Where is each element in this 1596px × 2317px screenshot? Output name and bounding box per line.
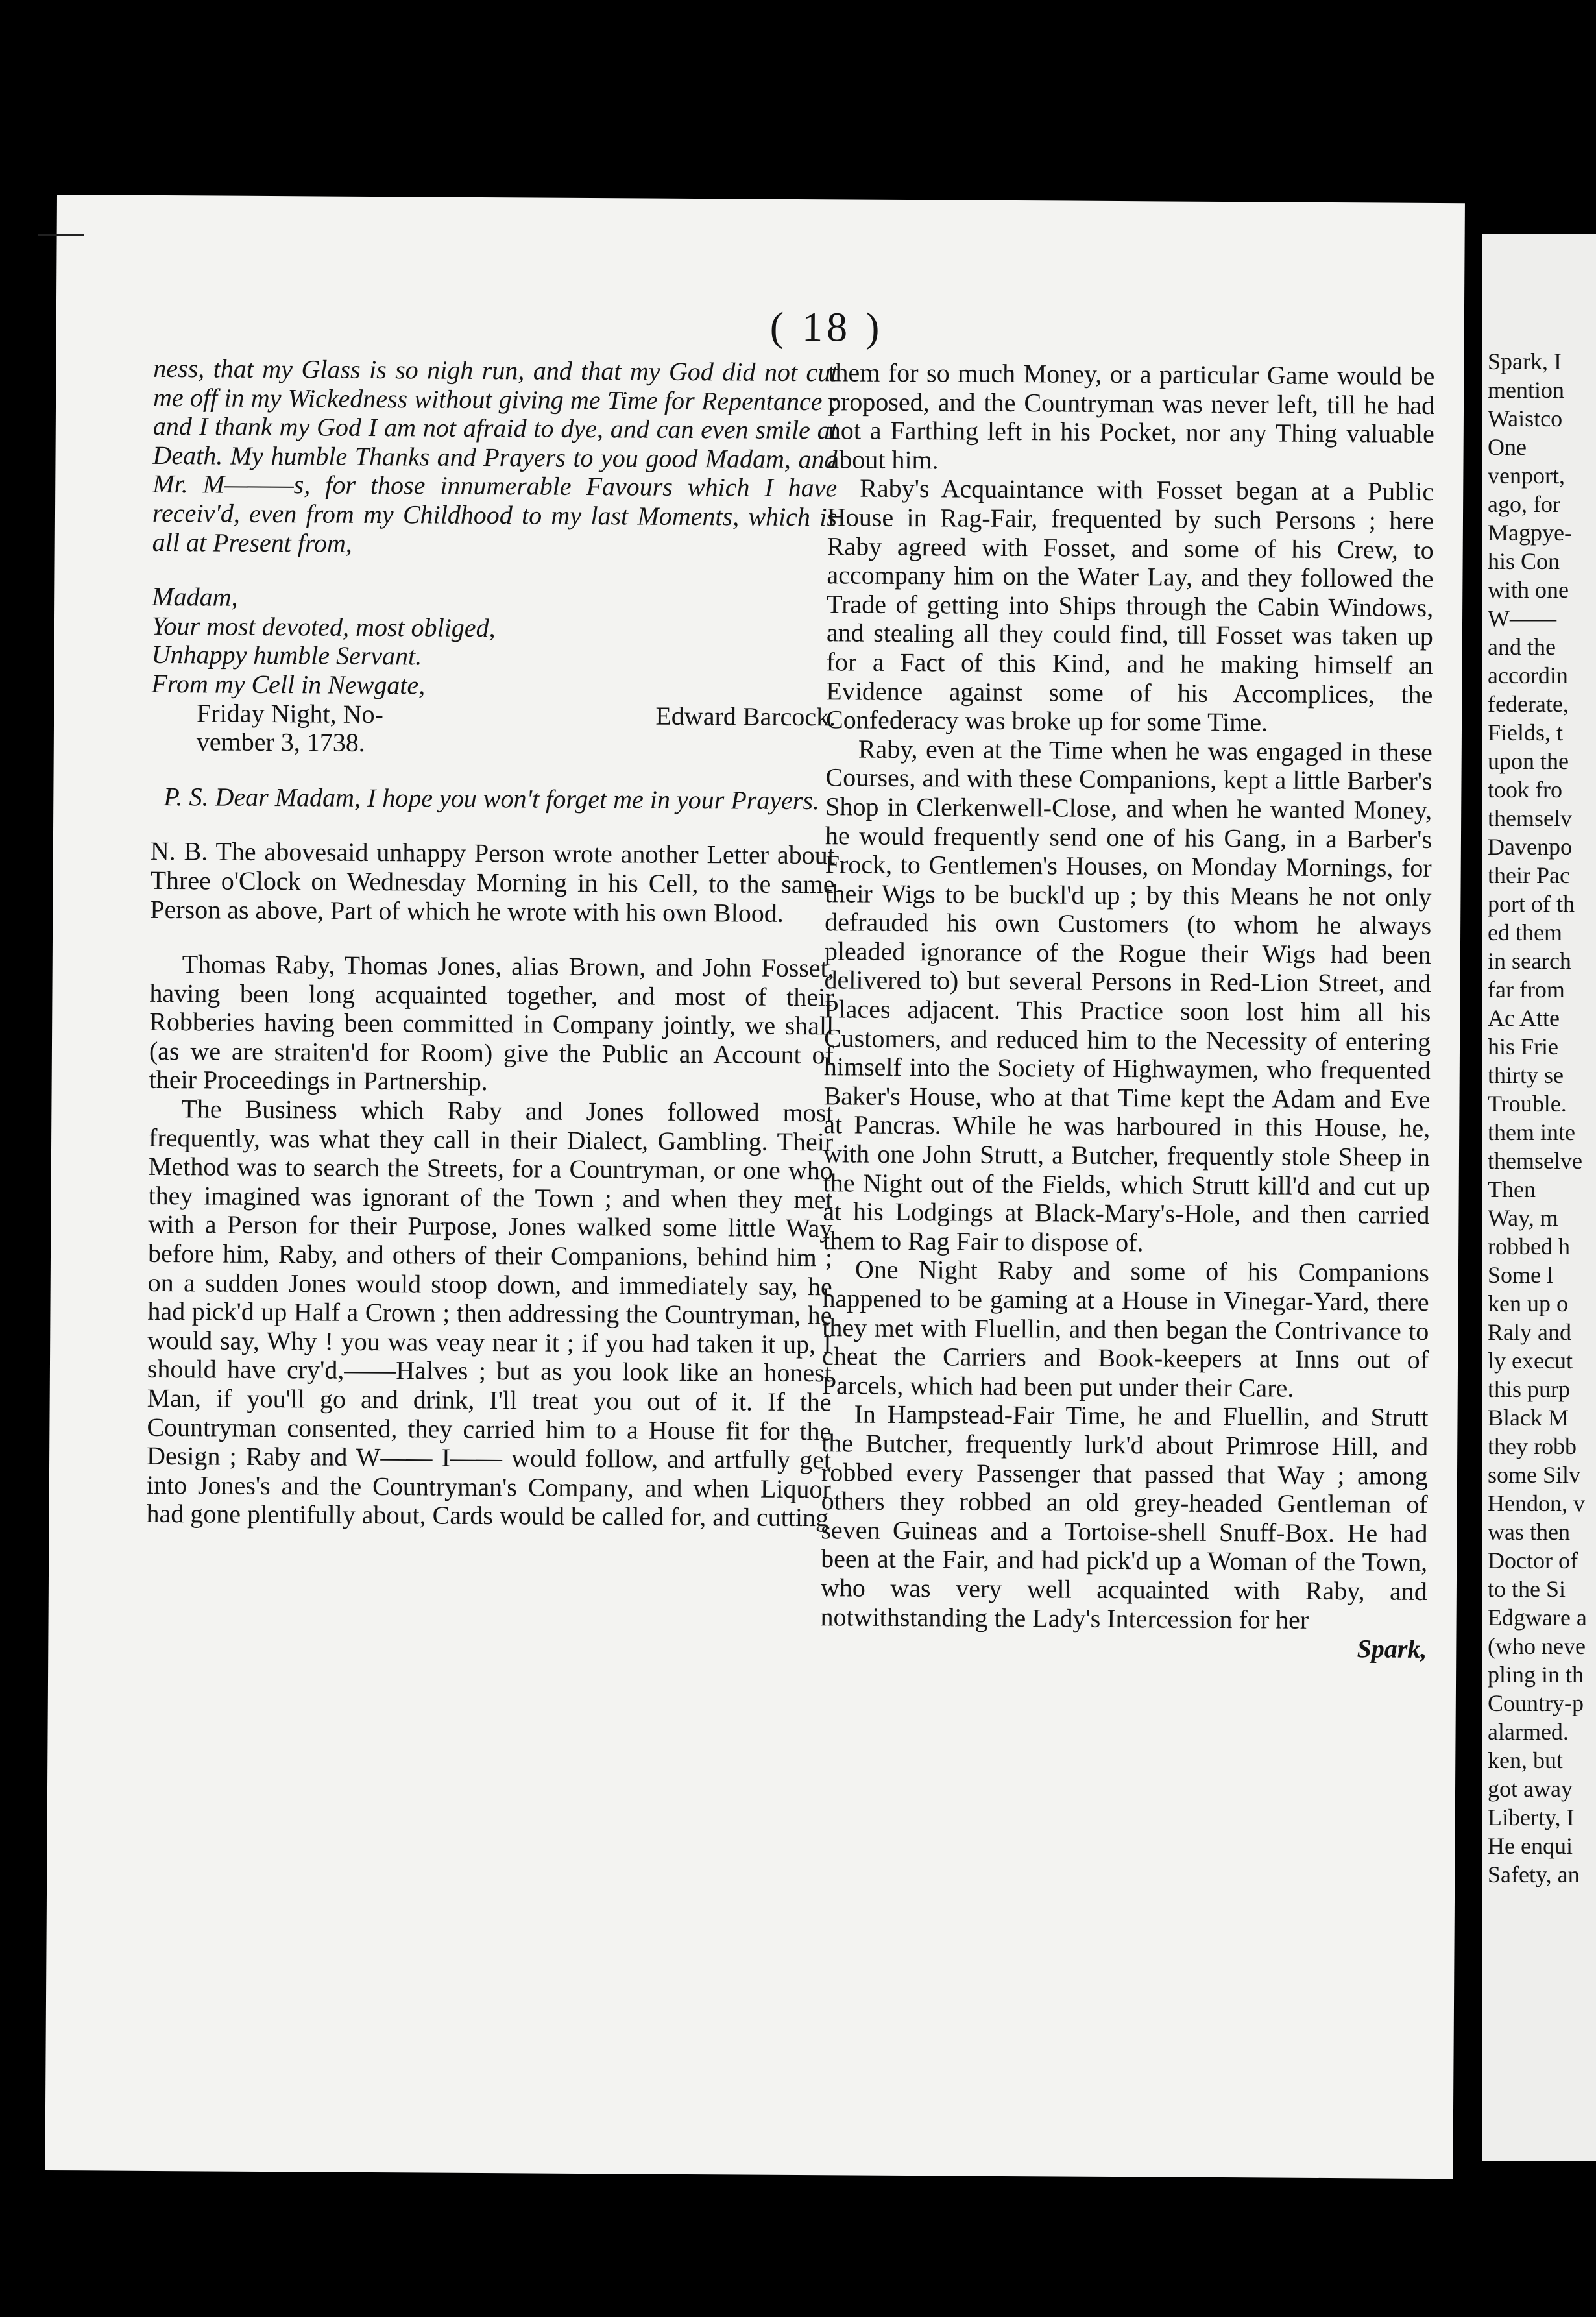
catchword: Spark, xyxy=(1357,1634,1427,1664)
next-page-line: Way, m xyxy=(1488,1205,1558,1231)
signer-name: Edward Barcock. xyxy=(655,701,836,731)
next-page-line: Safety, an xyxy=(1488,1862,1580,1887)
next-page-line: Edgware a xyxy=(1488,1605,1587,1631)
nota-bene: N. B. The abovesaid unhappy Person wrote another Letter about Three o'Clock on Wednesday Morning in his Cell, to the same Person as above, Part of which he wrote with his own Blood. xyxy=(150,836,835,928)
next-page-line: Hendon, v xyxy=(1488,1490,1585,1516)
next-page-line: themselve xyxy=(1488,1148,1582,1174)
closing-line-2: Unhappy humble Servant. xyxy=(151,640,422,671)
spacer xyxy=(152,557,836,587)
next-page-line: them inte xyxy=(1488,1119,1575,1145)
postscript: P. S. Dear Madam, I hope you won't forget me in your Prayers. xyxy=(163,781,820,815)
next-page-line: with one xyxy=(1488,577,1569,603)
next-page-line: was then xyxy=(1488,1519,1570,1545)
next-page-line: Trouble. xyxy=(1488,1091,1567,1117)
next-page-line: his Con xyxy=(1488,548,1560,574)
next-page-line: ken up o xyxy=(1488,1291,1568,1316)
next-page-line: alarmed. xyxy=(1488,1719,1569,1745)
paragraph: The Business which Raby and Jones followed most frequently, was what they call in their Dialect, Gambling. Their Method was to search the Streets, for a Countryman, or one who they imagined was ignorant of the Town ; and when they met with a Person for their Purpose, Jones walked some little Way before him, Raby, and others of their Companions, behind him ; on a sudden Jones would stoop down, and immediately say, he had pick'd up Half a Crown ; then addressing the Countryman, he would say, Why ! you was veay near it ; if you had taken it up, I should have cry'd,——Halves ; but as you look like an honest Man, if you'll go and drink, I'll treat you out of it. If the Countryman consented, they carried him to a House fit for the Design ; Raby and W—— I—— would follow, and artfully get into Jones's and the Countryman's Company, and when Liquor had gone plentifully about, Cards would be called for, and cutting xyxy=(146,1094,834,1533)
paragraph: Thomas Raby, Thomas Jones, alias Brown, and John Fosset, having been long acquainted together, and most of their Robberies having been committed in Company jointly, we shall (as we are straiten'd for Room) give the Public an Account of their Proceedings in Partnership. xyxy=(149,949,834,1097)
next-page-line: their Pac xyxy=(1488,862,1570,888)
paragraph: Raby, even at the Time when he was engaged in these Courses, and with these Companions, kept a little Barber's Shop in Clerkenwell-Close, and when he wanted Money, he would frequently send one of his Gang, in a Barber's Frock, to Gentlemen's Houses, on Monday Mornings, for their Wigs to be buckl'd up ; by this Means he not only defrauded his own Customers (to whom he always pleaded ignorance of the Rogue their Wigs had been delivered to) but several Persons in Red-Lion Street, and Places adjacent. This Practice soon lost him all his Customers, and reduced him to the Necessity of entering himself into the Society of Highwaymen, who frequented Baker's House, who at that Time kept the Adam and Eve at Pancras. While he was harboured in this House, he, with one John Strutt, a Butcher, frequently stole Sheep in the Night out of the Fields, which Strutt kill'd and cut up at his Lodgings at Black-Mary's-Hole, and then carried them to Rag Fair to dispose of. xyxy=(823,734,1433,1257)
next-page-fragments xyxy=(1482,234,1596,1889)
next-page-line: venport, xyxy=(1488,463,1565,489)
next-page-line: Doctor of xyxy=(1488,1547,1578,1573)
next-page-line: Some l xyxy=(1488,1262,1554,1288)
next-page-line: far from xyxy=(1488,977,1565,1002)
next-page-line: W—— xyxy=(1488,605,1556,631)
next-page-line: in search xyxy=(1488,948,1571,974)
next-page-line: Spark, I xyxy=(1488,348,1562,374)
book-page xyxy=(45,195,1465,2179)
date-signature-row xyxy=(151,698,836,731)
next-page-line: this purp xyxy=(1488,1376,1571,1402)
from-line: From my Cell in Newgate, xyxy=(151,668,426,700)
salutation: Madam, xyxy=(152,582,238,612)
next-page-line: ed them xyxy=(1488,919,1562,945)
next-page-line: Liberty, I xyxy=(1488,1804,1575,1830)
next-page-line: upon the xyxy=(1488,748,1569,774)
margin-mark xyxy=(38,234,84,236)
next-page-line: ly execut xyxy=(1488,1348,1573,1374)
closing-line-1: Your most devoted, most obliged, xyxy=(151,611,496,642)
next-page-line: accordin xyxy=(1488,662,1568,688)
paragraph: In Hampstead-Fair Time, he and Fluellin, and Strutt the Butcher, frequently lurk'd about Primrose Hill, and robbed every Passenger that passed that Way ; among others they robbed an old grey-headed Gentleman of seven Guineas and a Tortoise-shell Snuff-Box. He had been at the Fair, and had pick'd up a Woman of the Town, who was very well acquainted with Raby, and notwithstanding the Lady's Intercession for her xyxy=(820,1399,1429,1634)
next-page-line: ago, for xyxy=(1488,491,1560,517)
next-page-line: robbed h xyxy=(1488,1233,1570,1259)
next-page-line: ken, but xyxy=(1488,1747,1563,1773)
next-page-line: port of th xyxy=(1488,891,1575,917)
next-page-line: Magpye- xyxy=(1488,520,1572,546)
next-page-line: Black M xyxy=(1488,1405,1569,1431)
page-number: ( 18 ) xyxy=(769,303,884,350)
next-page-line: they robb xyxy=(1488,1433,1577,1459)
paragraph: Raby's Acquaintance with Fosset began at a Public House in Rag-Fair, frequented by such Persons ; here Raby agreed with Fosset, and some of his Crew, to accompany him on the Water Lay, and they followed the Trade of getting into Ships through the Cabin Windows, and stealing all they could find, till Fosset was taken up for a Fact of this Kind, and he making himself an Evidence against some of his Accomplices, the Confederacy was broke up for some Time. xyxy=(825,473,1434,737)
next-page-line: Fields, t xyxy=(1488,720,1564,746)
next-page-line: One xyxy=(1488,434,1527,460)
paragraph: One Night Raby and some of his Companions happened to be gaming at a House in Vinegar-Yard, there they met with Fluellin, and then began the Contrivance to cheat the Carriers and Book-keepers at Inns out of Parcels, which had been put under their Care. xyxy=(821,1254,1430,1403)
next-page-line: Davenpo xyxy=(1488,834,1572,860)
next-page-line: pling in th xyxy=(1488,1662,1584,1688)
letter-text: ness, that my Glass is so nigh run, and that my God did not cut me off in my Wickedness without giving me Time for Repentance ; and I thank my God I am not afraid to dye, and can even smile at Death. My humble Thanks and Prayers to you good Madam, and Mr. M———s, for those innumerable Favours which I have receiv'd, even from my Childhood to my last Moments, which is all at Present from, xyxy=(152,353,838,558)
next-page-line: some Silv xyxy=(1488,1462,1581,1488)
next-page-line: He enqui xyxy=(1488,1833,1573,1859)
next-page-line: themselv xyxy=(1488,805,1572,831)
next-page-line: mention xyxy=(1488,377,1564,403)
right-column xyxy=(820,358,1434,1664)
next-page-line: Country-p xyxy=(1488,1690,1584,1716)
next-page-line: and the xyxy=(1488,634,1556,660)
next-page-line: Ac Atte xyxy=(1488,1005,1560,1031)
next-page-line: to the Si xyxy=(1488,1576,1566,1602)
next-page-line: his Frie xyxy=(1488,1034,1559,1060)
paragraph: them for so much Money, or a particular Game would be proposed, and the Countryman was never left, till he had not a Farthing left in his Pocket, nor any Thing valuable about him. xyxy=(827,358,1435,475)
next-page-edge xyxy=(1482,234,1596,2161)
next-page-line: Waistco xyxy=(1488,406,1563,431)
next-page-line: Then xyxy=(1488,1176,1536,1202)
next-page-line: Raly and xyxy=(1488,1319,1571,1345)
next-page-line: (who neve xyxy=(1488,1633,1586,1659)
next-page-line: thirty se xyxy=(1488,1062,1564,1088)
next-page-line: took fro xyxy=(1488,777,1562,803)
left-column xyxy=(146,354,838,1533)
date-line: Friday Night, No- xyxy=(196,698,384,729)
date-line-2: vember 3, 1738. xyxy=(196,727,365,758)
next-page-line: got away xyxy=(1488,1776,1573,1802)
next-page-line: federate, xyxy=(1488,691,1569,717)
